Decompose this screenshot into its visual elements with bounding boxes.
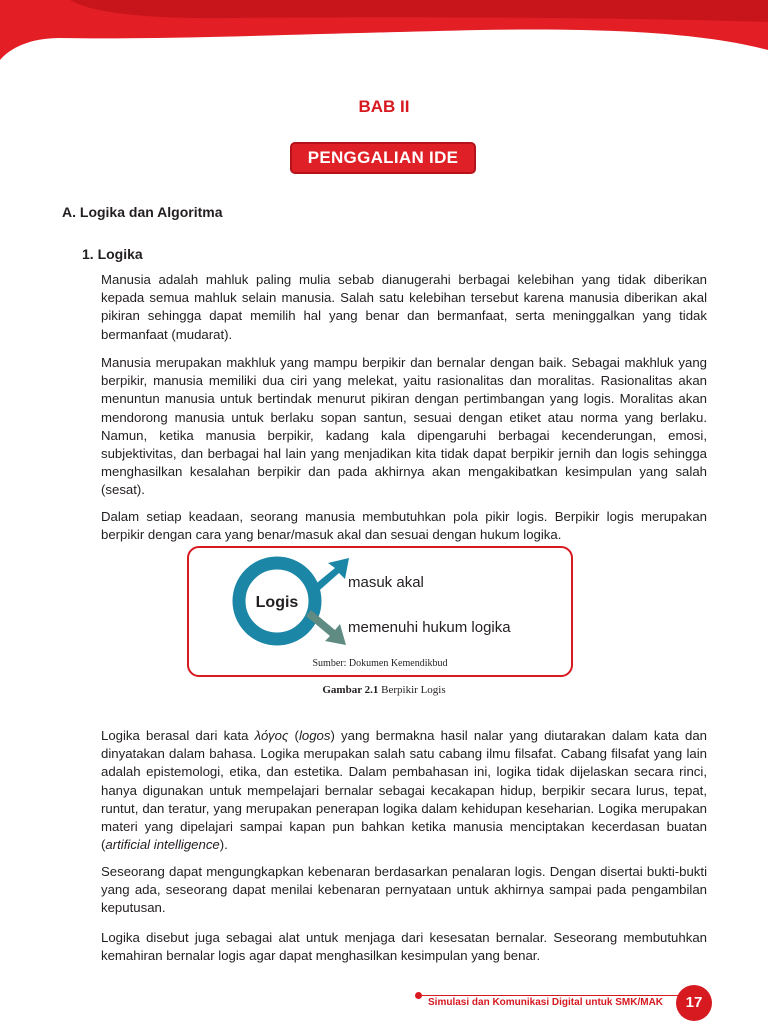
footer-dot bbox=[415, 992, 422, 999]
logis-diagram bbox=[189, 548, 571, 675]
paragraph-3: Dalam setiap keadaan, seorang manusia membutuhkan pola pikir logis. Berpikir logis merupakan berpikir dengan cara yang benar/masuk akal dan sesuai dengan hukum logika. bbox=[101, 509, 707, 543]
paragraph-1: Manusia adalah mahluk paling mulia sebab dianugerahi berbagai kelebihan yang tidak diberikan kepada semua mahluk selain manusia. Salah satu kelebihan tersebut karena manusia diberikan akal pikiran sehingga dapat memilih hal yang benar dan bermanfaat, serta meninggalkan yang tidak bermanfaat (mudarat). bbox=[101, 272, 707, 342]
subsection-heading: 1. Logika bbox=[82, 246, 143, 262]
p4-logos: logos bbox=[298, 728, 331, 743]
page-number: 17 bbox=[676, 985, 712, 1021]
header-wave-decoration bbox=[0, 0, 768, 80]
p4-text-d: ). bbox=[219, 837, 228, 853]
paragraph-4 bbox=[101, 727, 707, 854]
p4-text-c: ) yang bermakna hasil nalar yang diutarakan dalam kata dan dinyatakan dalam bahasa. Logika merupakan salah satu cabang ilmu filsafat. Cabang filsafat yang lain adalah epistemologi, etika, dan estetika. Dalam pembahasan ini, logika tidak dijelaskan secara rinci, hanya digunakan untuk mempelajari bernalar sebagai kecakapan hidup, berpikir secara lurus, tepat, runtut, dan teratur, yang merupakan penerapan logika dalam kehidupan keseharian. Logika merupakan materi yang dipelajari sampai kapan pun bahkan ketika manusia menciptakan kecerdasan buatan ( bbox=[101, 728, 707, 853]
chapter-label: BAB II bbox=[358, 97, 410, 116]
figure-caption bbox=[0, 684, 768, 696]
chapter-title-banner: PENGGALIAN IDE bbox=[290, 142, 476, 174]
logis-label: Logis bbox=[255, 594, 299, 611]
figure-source: Sumber: Dokumen Kemendikbud bbox=[312, 658, 448, 669]
figure-caption-label: Gambar 2.1 bbox=[322, 684, 379, 696]
p4-text-a: Logika berasal dari kata bbox=[101, 728, 255, 743]
footer-rule bbox=[418, 995, 680, 996]
paragraph-5: Seseorang dapat mengungkapkan kebenaran berdasarkan penalaran logis. Dengan disertai bukti-bukti yang ada, seseorang dapat menilai kebenaran pernyataan untuk akhirnya sampai pada pengambilan keputusan. bbox=[101, 864, 707, 916]
item-masuk-akal: masuk akal bbox=[348, 574, 424, 591]
footer-book-title: Simulasi dan Komunikasi Digital untuk SMK/MAK bbox=[428, 997, 664, 1008]
paragraph-2: Manusia merupakan makhluk yang mampu berpikir dan bernalar dengan baik. Sebagai makhluk yang berpikir, manusia memiliki dua ciri yang melekat, yaitu rasionalitas dan moralitas. Rasionalitas akan menuntun manusia untuk bertindak menurut pikiran dengan pertimbangan yang logis. Moralitas akan mendorong manusia untuk berlaku sopan santun, sesuai dengan etiket atau norma yang berlaku. Namun, ketika manusia berpikir, kadang kala dipengaruhi berbagai kecenderungan, emosi, subjektivitas, dan berbagai hal lain yang menjadikan kita tidak dapat berpikir jernih dan logis sehingga menghasilkan kesalahan berpikir dan pada akhirnya akan mengakibatkan kesimpulan yang salah (sesat). bbox=[101, 355, 707, 498]
p4-text-b: ( bbox=[288, 728, 299, 743]
paragraph-6: Logika disebut juga sebagai alat untuk menjaga dari kesesatan bernalar. Seseorang membutuhkan kemahiran bernalar logis agar dapat menghasilkan kesimpulan yang benar. bbox=[101, 930, 707, 964]
item-hukum-logika: memenuhi hukum logika bbox=[348, 619, 511, 636]
p4-ai: artificial intelligence bbox=[105, 837, 220, 853]
section-heading: A. Logika dan Algoritma bbox=[62, 204, 223, 220]
figure-caption-text: Berpikir Logis bbox=[378, 684, 446, 696]
figure-berpikir-logis bbox=[187, 546, 573, 677]
p4-greek: λόγος bbox=[254, 728, 289, 743]
